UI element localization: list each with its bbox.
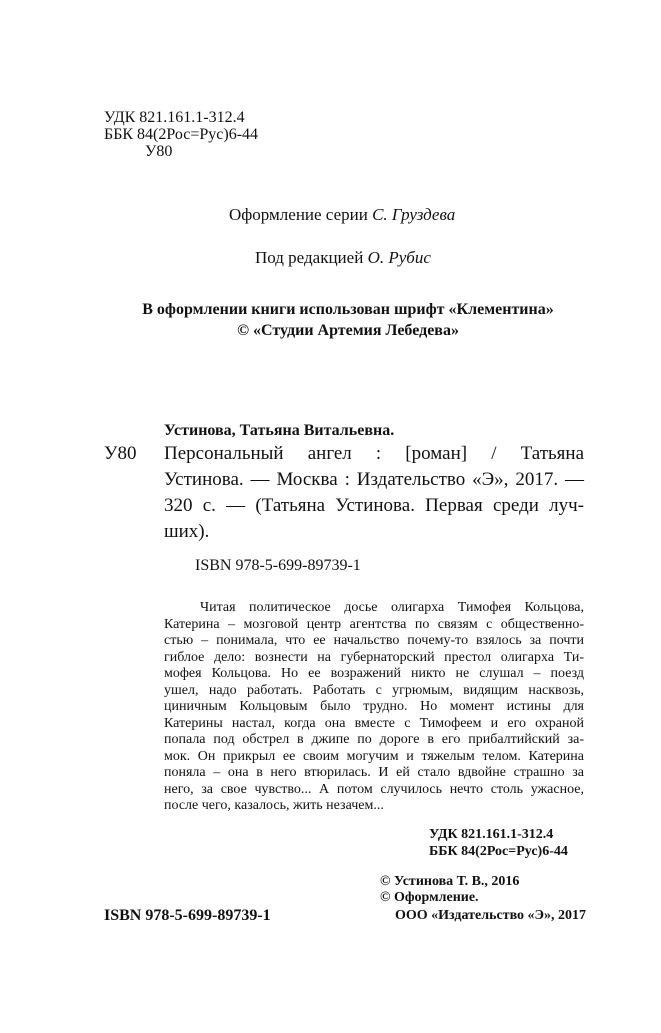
catalog-description-line: Персональный ангел : [роман] / Татьяна — [164, 443, 584, 464]
udk-code: УДК 821.161.1-312.4 — [104, 109, 245, 126]
annotation-line: Катерина – мозговой центр агентства по связям с общественно- — [164, 616, 584, 632]
catalog-description-line: Устинова. — Москва : Издательство «Э», 2017. — — [164, 469, 584, 490]
annotation-line: поняла – она в него втюрилась. И ей стало вдвойне страшно за — [164, 765, 584, 780]
annotation-line: Катерины настал, когда она вместе с Тимофеем и его охраной — [164, 715, 584, 731]
author-mark: У80 — [145, 143, 173, 160]
footer-isbn: ISBN 978-5-699-89739-1 — [104, 907, 271, 924]
editor-label: Под редакцией — [255, 248, 364, 267]
catalog-description-line: ших). — [164, 521, 210, 542]
series-design-label: Оформление серии — [229, 205, 368, 224]
font-notice-line-2: © «Студии Артемия Лебедева» — [237, 322, 459, 339]
series-design-credit — [229, 205, 455, 225]
annotation-line: попала под обстрел в джипе по дороге в его прибалтийский за- — [164, 732, 584, 747]
bbk-code: ББК 84(2Рос=Рус)6-44 — [104, 126, 259, 143]
copyright-design: © Оформление. — [380, 890, 479, 905]
catalog-isbn: ISBN 978-5-699-89739-1 — [195, 557, 361, 574]
series-design-name: С. Груздева — [372, 205, 456, 224]
catalog-mark: У80 — [104, 443, 137, 464]
font-notice-line-1: В оформлении книги использован шрифт «Клементина» — [142, 301, 554, 318]
copyright-publisher: ООО «Издательство «Э», 2017 — [395, 908, 587, 923]
annotation-line: Читая политическое досье олигарха Тимофея Кольцова, — [200, 600, 584, 615]
annotation-line: гиблое дело: вознести на губернаторский престол олигарха Ти- — [164, 649, 584, 665]
editor-credit — [255, 248, 431, 268]
copyright-author: © Устинова Т. В., 2016 — [380, 874, 520, 889]
annotation-line: мофея Кольцова. Но ее возражений никто не слушал – поезд — [164, 666, 584, 681]
annotation-line: мок. Он прикрыл ее своим могучим и тяжелым телом. Катерина — [164, 748, 584, 764]
footer-bbk: ББК 84(2Рос=Рус)6-44 — [429, 844, 568, 859]
annotation-line: ушел, надо работать. Работать с угрюмым, видящим насквозь, — [164, 682, 584, 698]
annotation-line: циничным Кольцовым было трудно. Но момент истины для — [164, 699, 584, 714]
catalog-author: Устинова, Татьяна Витальевна. — [164, 422, 395, 439]
catalog-description-line: 320 с. — (Татьяна Устинова. Первая среди луч- — [164, 495, 584, 516]
annotation-line: после чего, казалось, жить незачем... — [164, 798, 384, 813]
annotation-line: стью – понимала, что ее начальство почему-то взялось за почти — [164, 633, 584, 648]
footer-udk: УДК 821.161.1-312.4 — [429, 827, 554, 842]
annotation-line: него, за свое чувство... А потом случилось нечто столь ужасное, — [164, 781, 584, 797]
editor-name: О. Рубис — [367, 248, 431, 267]
